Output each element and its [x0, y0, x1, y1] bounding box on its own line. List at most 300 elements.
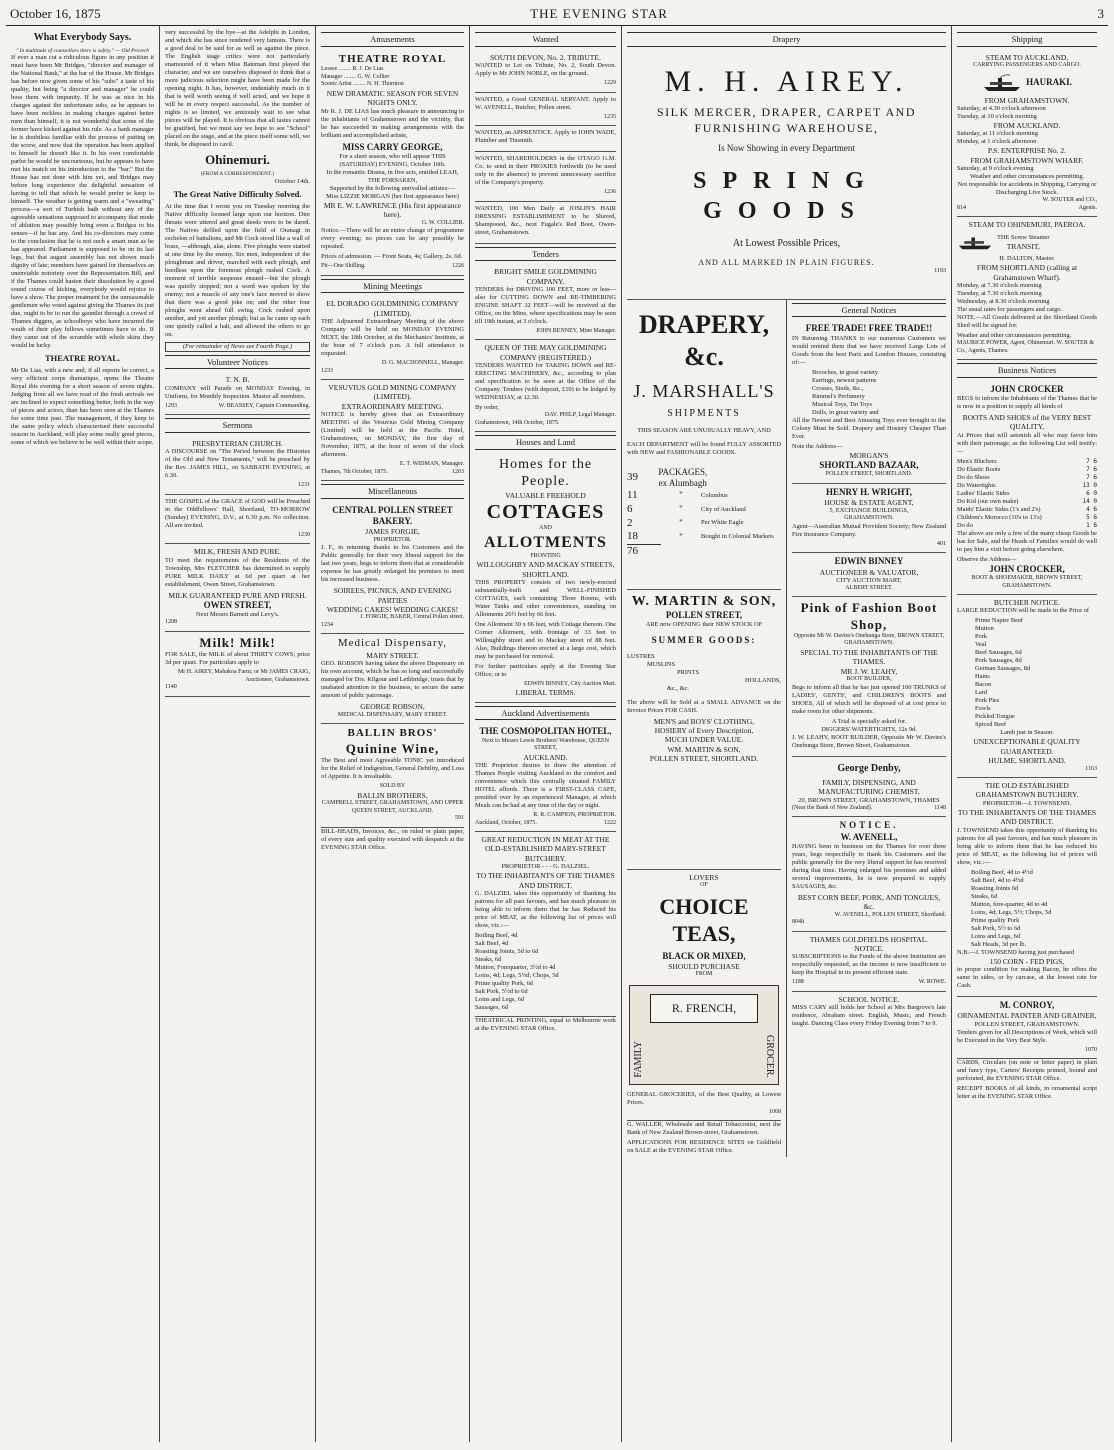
price-row: [957, 482, 1097, 490]
hospital-body: SUBSCRIPTIONS to the Funds of the above Institution are respectfully requested, as the income is now insufficient to keep the Hospital in its present efficient state.: [792, 953, 946, 977]
pink-ad: [792, 597, 946, 756]
price-value: 1 6: [1086, 521, 1097, 529]
price-item: Do do: [957, 521, 973, 529]
free-trade-ad: [792, 320, 946, 483]
souter: W. SOUTER and CO.,: [1042, 197, 1097, 203]
price-item: Mutton, fore-quarter, 4d to 4d: [971, 900, 1048, 908]
enterprise: P.S. ENTERPRISE No. 2.: [987, 146, 1067, 156]
free-trade: FREE TRADE! FREE TRADE!!: [805, 323, 933, 334]
columns: [6, 26, 1108, 1442]
wed: Wednesday, at 8.30 o'clock morning: [957, 298, 1050, 306]
list-item: Dolls, in great variety and: [812, 408, 879, 416]
eldorado-ad: [321, 296, 464, 380]
milk-warranted: MILK GUARANTEED PURE AND FRESH.: [168, 590, 307, 600]
owen-sub: Next Messrs Barnett and Levy's.: [195, 611, 280, 619]
list-item: Spiced Beef: [975, 721, 1007, 729]
robson-sig: GEORGE ROBSON,: [360, 702, 425, 712]
wright: HENRY H. WRIGHT,: [825, 486, 913, 497]
denby: George Denby,: [837, 762, 901, 774]
ad-number: 814: [957, 204, 966, 211]
mary: MARY STREET.: [366, 651, 419, 660]
quinine-body: The Best and most Agreeable TONIC yet introduced for the Relief of Indigestion, General Debility, and Loss of Appetite. It is invaluable.: [321, 757, 464, 781]
price-item: Sausages, 6d: [475, 1003, 509, 1011]
short-season: For a short season, who will appear THIS (SATURDAY) EVENING, October 16th.: [339, 152, 446, 168]
ship-qty: 2: [627, 516, 633, 529]
theatre-body: Mr De Lias, with a new and, if all reports be correct, a very efficient corps dramatique, opens the Theatre Royal this evening for a short season of seven nights. Judging from all we have read of the fresh arrivals we are inclined to expect something better, both in the way of pieces and actors, than has been seen at the Thames for some time past. The management, if they keep to the same policy which characterised their successful season in Auckland, will play some really good pieces, some of which we believe to be well within their scope.: [11, 367, 154, 446]
article-body: If ever a man cut a ridiculous figure in any position it must have been Mr Bridges, "director and manager of the National Bank," at the bar of the House. Mr Bridges has before now given some of his "subs" a taste of his quality, but being "a director and manager" he could boss them with impunity. If he was as nice in his charges against the unfortunate subs, as he appears to have been reckless in making charges against better men than himself, it is not wonderful that some of the former have kicked against his rule. As a bank manager he is doubtless familiar with the process of putting on the screw, and now that the operation has been applied to himself he doesn't like it. In his own comfortable parlor he would be uncourteous, but he appears to have met his match on his introduction to the "bar." But the House has not done with him yet, and Bridges may before long experience the delightful sensation of having to tell that which he would prefer to keep to himself. The weather is getting warm and a "sweating" process—a sort of Turkish bath without any of the agreeable sensations supposed to accompany that mode of ablution may possibly bring even a Bridges to his senses—if he has any. And his co-directors may come to the conclusion that he is not such a smart man as he has appeared. Parliament is supposed to be on its last legs, but that august assembly has not shown much dignity of late; members have gained for themselves an unenviable notoriety over the Representation Bill, and if the Thames could hasten their dissolution by a good sound course of kicking, everybody would rejoice to have a show. The proper treatment for the unreasonable gentlemen who voted against giving the Thames its just due, ought to be to run the gauntlet through a crowd of Thames diggers, as schoolboys who have incurred the wrath of their play fellows sometimes have to do. If they came out of the scramble with whole skins they would be lucky.: [11, 54, 154, 350]
list-item: Pork Pies: [975, 697, 1000, 705]
ad-number: 1163: [1085, 765, 1097, 772]
ad-number: 1068: [769, 1108, 781, 1115]
mon2: Monday, at 1 o'clock afternoon: [957, 138, 1037, 146]
ship-mark: ": [679, 517, 683, 528]
ship-mark: PACKAGES, ex Alumbagh: [658, 466, 708, 488]
not-resp: Not responsible for accidents in Shipping, Carrying or Discharging Live Stock.: [957, 181, 1097, 196]
allotments: ALLOTMENTS: [484, 533, 607, 551]
forgie-body: J. F., in returning thanks to his Customers and the Public generally for their very liberal support for the last two years, begs to inform them that at considerable expense he has greatly enlarged his premises to meet his increased business.: [321, 544, 464, 584]
french-ad: [627, 870, 781, 1122]
weather2: Weather and other circumstances permitting.: [957, 332, 1072, 340]
tenders-head: Tenders: [475, 247, 616, 262]
bs-sig: JOHN BENNEY, Mine Manager.: [535, 327, 616, 334]
hospital-ad: [792, 932, 946, 992]
crocker-body2: At Prices that will astonish all who may favor him with their patronage, as the following List will testify:—: [957, 431, 1097, 455]
ship-dest: City of Auckland: [701, 505, 746, 513]
list-item: Crosses, Studs, &c.,: [812, 384, 864, 392]
wright-sub: HOUSE & ESTATE AGENT,: [824, 497, 914, 507]
price-value: 4 6: [1086, 505, 1097, 513]
forgie-sig: J. FORGIE, BAKER, Central Pollen street.: [360, 614, 464, 621]
morgan: Miss LIZZIE MORGAN (her first appearance here): [326, 192, 459, 200]
nb: N.B.—J. TOWNSEND having just purchased: [957, 948, 1075, 956]
price-item: Do Kid (our own make): [957, 497, 1019, 505]
theatre-ad: [321, 50, 464, 276]
townsend-ad: [957, 778, 1097, 997]
lawrence: MR E. W. LAWRENCE (His first appearance here).: [323, 200, 462, 220]
price-item: Boiling Beef, 4d: [475, 931, 518, 939]
airey-lowest: At Lowest Possible Prices,: [732, 237, 841, 249]
ad-number: 1140: [165, 684, 177, 690]
prices: Prices of admission. — Front Seats, 4s; Gallery, 2s. 6d.: [321, 253, 463, 261]
best-corn: BEST CORN BEEF, PORK, AND TONGUES, &c.: [797, 892, 941, 912]
ad-number: 1235: [604, 113, 616, 120]
pollen: POLLEN STREET,: [665, 610, 743, 621]
airey-ad: [627, 50, 946, 300]
cards: CARDS, Circulars (on note or letter paper) in plain and fancy type, Carters' Receipts printed, bound and perforated, the EVENING STAR Office.: [957, 1059, 1097, 1082]
price-item: Loins, 4d; Legs, 5½; Chops, 5d: [971, 908, 1052, 916]
ship-row: [627, 503, 781, 517]
hauraki-ad: [957, 50, 1097, 217]
martin: W. MARTIN & SON,: [631, 593, 777, 609]
should: SHOULD PURCHASE: [668, 961, 740, 971]
price-row: [957, 522, 1097, 530]
ad-number: 1233: [321, 367, 333, 374]
binney-ad: [792, 553, 946, 597]
gospel-body: THE GOSPEL of the GRACE of GOD will be Preached in the Oddfellows' Hall, Shortland, TO-MORROW (Sunday) EVENING, D.V., at 6.30 p.m. No collection. All are invited.: [165, 497, 310, 529]
masthead-page: 3: [1097, 6, 1104, 21]
ad-number: 1236: [604, 189, 616, 195]
auctioneer: AUCTIONEER & VALUATOR,: [819, 567, 919, 577]
price-item: Loins and Legs, 6d: [475, 995, 524, 1003]
price-list: [957, 869, 1097, 949]
wanted-ad: [475, 202, 616, 244]
pigs-body: in proper condition for making Bacon, he offers the same in sides, or by carcase, at the lowest rate for Cash.: [957, 965, 1097, 989]
prop-body: THIS PROPERTY consists of two newly-erected substantially-built and WELL-FINISHED COTTAGES, each containing Three Rooms, with Water Tanks and other conveniences, standing on Allotments 26½ feet by 66 feet.: [475, 578, 616, 618]
masthead: [6, 4, 1108, 26]
ship-mark: ": [679, 531, 683, 542]
price-item: Salt Beef, 4d to 4½d: [971, 876, 1024, 884]
forgie: JAMES FORGIE,: [365, 527, 420, 537]
mon: Monday, at 7.30 o'clock morning: [957, 282, 1042, 290]
albert: ALBERT STREET.: [845, 584, 893, 591]
avenell-body: HAVING been in business on the Thames for over three years, begs respectfully to thank his Customers and the public generally for the very liberal support he has received during that time. Having enlarged his premises and added several improvements, he is now prepared to supply SAUSAGES, &c.: [792, 842, 946, 890]
price-item: Loins and Legs, 6d: [971, 932, 1020, 940]
ballin-addr: CAMPBELL STREET, GRAHAMSTOWN, AND UPPER QUEEN STREET, AUCKLAND.: [321, 800, 464, 814]
tea-shop-illustration: [629, 985, 779, 1085]
ad-number: 1188: [792, 979, 804, 986]
shipments: SHIPMENTS: [667, 408, 741, 420]
transit-ad: [957, 217, 1097, 360]
robson-sub: MEDICAL DISPENSARY, MARY STREET.: [337, 711, 448, 718]
townsend: PROPRIETOR—J. TOWNSEND.: [982, 799, 1072, 807]
ship-list: [627, 467, 781, 545]
price-value: 14 0: [1082, 497, 1097, 505]
milk-body: TO meet the requirements of the Residents of the Township, Mrs FLETCHER has determined to supply PURE MILK DAILY at 6d per quart at her establishment, Owen Street, Grahamstown.: [165, 556, 310, 588]
auckland: AUCKLAND.: [523, 752, 568, 762]
ad-number: 1208: [165, 619, 177, 626]
wanted-5: WANTED, 100 Men Daily at JOSLIN'S HAIR DRESSING ESTABLISHMENT to be Shaved, Shampooed, &c., next Fugale's Red Boot, Owen-street, Grahamstown.: [475, 204, 616, 236]
lovers: LOVERS: [689, 872, 719, 882]
denby-addr: 20, BROWN STREET, GRAHAMSTOWN, THAMES: [798, 796, 940, 804]
prop-apply: For further particulars apply at the Evening Star Office; or to: [475, 662, 616, 678]
leahy-sig: J. W. LEAHY, BOOT BUILDER, Opposite Mr W. Davies's Onehunga Store, Brown Street, Grahamstown.: [792, 733, 946, 749]
much-under: MUCH UNDER VALUE.: [664, 735, 744, 745]
quinine-ad: [321, 724, 464, 827]
ad-number: 1193: [934, 268, 946, 275]
qom-order: By order,: [475, 404, 499, 412]
tender-ad: [475, 340, 616, 432]
from-g: FROM GRAHAMSTOWN.: [984, 95, 1070, 105]
quinine: Quinine Wine,: [345, 741, 440, 756]
agent: Agent—Australian Mutual Provident Society; New Zealand Fire Insurance Company.: [792, 522, 946, 538]
milk-title: Milk! Milk!: [199, 634, 276, 650]
shipping-head: Shipping: [957, 32, 1097, 47]
french: R. FRENCH,: [650, 994, 758, 1023]
price-item: Do Elastic Boots: [957, 465, 1001, 473]
sold-by: SOLD BY: [379, 783, 406, 790]
tender-ad: [475, 264, 616, 340]
valuable: VALUABLE FREEHOLD: [505, 490, 586, 500]
leahy-body: Begs to inform all that he has just opened 100 TRUNKS of LADIES', GENTS', and CHILDREN'S BOOTS and SHOES, All of which will be disposed of at cost price to make room for other shipments.: [792, 683, 946, 715]
difficulty-title: The Great Native Difficulty Solved.: [173, 189, 302, 200]
ship-qty: 39: [627, 471, 638, 483]
drama: In the romantic Drama, in five acts, entitled LEAH, THE FORSAKEN,: [326, 168, 459, 184]
muslins: MUSLINS: [647, 660, 676, 668]
airey-spring: SPRING GOODS: [693, 167, 880, 224]
manager: Manager ........ G. W. Collier: [321, 73, 390, 80]
crocker-sub: BOOT & SHOEMAKER, BROWN STREET, GRAHAMSTOWN.: [971, 575, 1083, 589]
townsend-body: J. TOWNSEND takes this opportunity of thanking his patrons for all past favours, and has much pleasure in being able to inform them that he has reduced his price of MEAT, as the following list of prices will show, viz.:—: [957, 826, 1097, 866]
transit-body: THE Screw Steamer: [997, 233, 1050, 241]
from-short: FROM SHORTLAND (calling at Grahamstown Wharf).: [976, 263, 1078, 282]
marshall-ad: [627, 300, 781, 590]
column-5-6: [622, 26, 952, 1442]
cosmopolitan-ad: [475, 723, 616, 832]
from-gw: FROM GRAHAMSTOWN WHARF.: [970, 155, 1084, 165]
list-item: Fowls: [975, 705, 991, 713]
etc: &c., &c.: [667, 684, 690, 692]
article-continued: very successful by the bye—at the Adelphi in London, and which she has since rendered very famous. There is a good deal to be said for as well as against the piece. The English stage critics were not particularly enamoured of it when Miss Bateman first played the character, and we are ourselves disposed to think that a more judicious selection might have been made for the opening night. It has, however, undeniably much in it that is well worth seeing if well acted, and we hope it will be in every respect successful. As the number of nights is so limited, we anxiously wait to see what pieces will be played. It is obvious that all tastes cannot be gratified, but we must say we hope to see "School" placed on the stage, and at the piece itself some will, we think, be disposed to cavil.: [165, 29, 310, 148]
campion: R. R. CAMPION, PROPRIETOR.: [533, 812, 616, 818]
willoughby: WILLOUGHBY AND MACKAY STREETS, SHORTLAND.: [476, 560, 615, 579]
steamer-icon: [957, 232, 993, 252]
proprietor: PROPRIETOR - - - G. DALZIEL.: [501, 863, 590, 871]
notice: Notice.—There will be an entire change of programme every evening; no pieces can be any possibly be repeated.: [321, 227, 464, 251]
column-2: [160, 26, 316, 1442]
dateline: October 14th.: [274, 178, 310, 186]
cosmo-sub: Next to Messrs Lewis Brothers' Warehouse, QUEEN STREET,: [482, 737, 609, 752]
wanted-1: WANTED to Let on Tribute, No. 2, South Devon. Apply to Mr JOHN NOBLE, on the ground.: [475, 62, 616, 77]
price-item: Roasting Joints 6d: [971, 884, 1019, 892]
sermons-head: Sermons: [165, 418, 310, 433]
black: BLACK OR MIXED,: [662, 950, 746, 961]
qom-sig: DAV. PHILP, Legal Manager.: [544, 412, 616, 419]
shortland-bazaar: SHORTLAND BAZAAR,: [819, 459, 919, 470]
bs-body: TENDERS for DRIVING 100 FEET, more or less—also for CUTTING DOWN and RE-TIMBERING ENGINE SHAFT 32 FEET—will be received at the Office, on the Mine, where specifications may be seen till 19th instant, at 3 o'clock.: [475, 285, 616, 325]
inhabitants: TO THE INHABITANTS OF THE THAMES AND DISTRICT.: [476, 871, 615, 890]
price-item: Salt Pork, 5½d to 6d: [475, 987, 528, 995]
price-value: 7 6: [1086, 457, 1097, 465]
ohinemuri-title: Ohinemuri.: [205, 152, 270, 167]
price-item: Mutton, Forequarter, 3½d to 4d: [475, 963, 556, 971]
unexcept: UNEXCEPTIONABLE QUALITY GUARANTEED.: [973, 737, 1081, 756]
campion-date: Auckland, October, 1875.: [475, 819, 537, 826]
widman: E. T. WIDMAN, Manager.: [399, 461, 464, 468]
ad-number: 1226: [452, 263, 464, 270]
pink: Pink of Fashion Boot Shop,: [800, 600, 938, 632]
family: FAMILY: [633, 1041, 644, 1078]
vesuvius: VESUVIUS GOLD MINING COMPANY (LIMITED).: [328, 383, 457, 402]
special: SPECIAL TO THE INHABITANTS OF THE THAMES.: [800, 647, 938, 667]
vesuvius-body: NOTICE is hereby given that an Extraordinary MEETING of the Vesuvius Gold Mining Company (Limited) will be held at the Pacific Hotel, Grahamstown, on MONDAY, the first day of November, 1875, at the hour of seven of the clock afternoon.: [321, 411, 464, 459]
reduction: GREAT REDUCTION IN MEAT AT THE OLD-ESTABLISHED MARY-STREET BUTCHERY.: [481, 835, 610, 863]
season: NEW DRAMATIC SEASON FOR SEVEN NIGHTS ONLY.: [326, 88, 459, 108]
price-item: Boiling Beef, 4d to 4½d: [971, 868, 1033, 876]
hosiery: HOSIERY of Every Description,: [654, 726, 754, 735]
note: Note the Address—: [792, 442, 843, 450]
ft-more: All the Newest and Best Amusing Toys ever brought to the Colony Must be Sold. Drapery and Hosiery Cheaper Than Ever.: [792, 416, 946, 440]
list-item: Musical Toys, Tin Toys: [812, 400, 872, 408]
milk-head: MILK, FRESH AND PURE.: [194, 547, 281, 557]
prop-more: One Allotment 30 x 66 feet, with Cottage thereon. One Corner Allotment, with frontage of 33 feet to Willoughby street and to Mackay street of 88 feet. Also, Buildings thereon erected at a large cost, which may be purchased for removal.: [475, 620, 616, 660]
price-value: 5 6: [1086, 513, 1097, 521]
ad-number: 1148: [934, 804, 946, 811]
ad-number: 1293: [165, 402, 177, 409]
difficulty-body: At the time that I wrote you on Tuesday morning the Native difficulty loomed large upon our horizon. Dire threats were uttered and great deeds were to be dared. The Natives defiled upon the field of Oranagi in eschelon of battalions, and Mr Cock stood like a wall of brass, —although, alas, alone. Five ploughs were started at one time by the enemy. Six men, independent of the ploughman and driver, marched with each plough, and heedless upon the foremost plough rushed Cock. A moment of terrible suspense ensued—but the plough was quietly stopped; not a word was spoken by the enemy; not a muscle of any one's face moved to show that there was a good joke on; and the other four ploughs went ahead full swing. Cock rushed upon another, and yet another plough; but as he came up each one quietly called a halt, and allowed the others to go on.: [165, 202, 310, 338]
cosmopolitan: THE COSMOPOLITAN HOTEL,: [479, 726, 612, 737]
martin-addr: POLLEN STREET, SHORTLAND.: [649, 754, 759, 764]
sat3: Saturday, at 9 o'clock evening: [957, 165, 1034, 172]
each-dept: EACH DEPARTMENT will be found FULLY ASSORTED with NEW and FASHIONABLE GOODS.: [627, 440, 781, 456]
price-item: Men's Bluchers: [957, 457, 997, 465]
airey-silk: SILK MERCER, DRAPER, CARPET AND FURNISHING WAREHOUSE,: [657, 105, 916, 136]
correspondent: (FROM A CORRESPONDENT.): [200, 171, 275, 178]
agents: Agents.: [1078, 204, 1097, 211]
crocker: JOHN CROCKER: [990, 383, 1064, 394]
masthead-date: October 16, 1875: [10, 6, 101, 21]
from: FROM: [695, 971, 713, 978]
wanted-3: WANTED, an APPRENTICE. Apply to JOHN WADE, Plumber and Tinsmith.: [475, 129, 617, 144]
list-item: Mutton: [975, 625, 994, 633]
clothing: MEN'S and BOYS' CLOTHING,: [653, 716, 755, 726]
price-item: Steaks, 6d: [475, 955, 502, 963]
opening: ARE now OPENING their NEW STOCK OF: [645, 621, 763, 629]
exchange: 5, EXCHANGE BUILDINGS,: [829, 507, 909, 515]
hollands: HOLLANDS,: [744, 676, 781, 684]
grocer: GROCER.: [764, 1034, 775, 1078]
ad-number: 804lt: [792, 919, 805, 925]
ship-total: 76: [627, 544, 661, 559]
airey-showing: Is Now Showing in every Department: [718, 142, 855, 153]
milk-ad: [165, 544, 310, 632]
trial: A Trial is specially asked for.: [831, 717, 907, 725]
wanted-head: Wanted: [475, 32, 616, 47]
theatre-title: THEATRE ROYAL.: [44, 353, 121, 364]
denby-near: (Near the Bank of New Zealand).: [792, 804, 873, 811]
ad-number: 1203: [452, 468, 464, 475]
goods-note: NOTE.—All Goods delivered at the Shortland Goods Shed will be signed for.: [957, 314, 1097, 330]
price-value: 7 6: [1086, 473, 1097, 481]
auckland-head: Auckland Advertisements: [475, 706, 616, 721]
ft-body: IN Returning THANKS to our numerous Customers we would remind them that we have received Large Lots of Goods from the best Paris and London Houses, consisting of:—: [792, 334, 946, 366]
volunteer-head: Volunteer Notices: [165, 355, 310, 370]
ship-qty: 11: [627, 489, 638, 502]
ballin-brothers: BALLIN BROTHERS,: [357, 790, 428, 800]
price-item: Children's Morocco (10's to 13's): [957, 513, 1042, 521]
column-7: [952, 26, 1102, 1442]
martin-ad: [627, 590, 781, 870]
carrying: CARRYING PASSENGERS AND CARGO.: [973, 62, 1081, 68]
eldorado: EL DORADO GOLDMINING COMPANY (LIMITED).: [326, 299, 459, 318]
dispensary-ad: [321, 634, 464, 724]
sat2: Saturday, at 11 o'clock morning: [957, 130, 1038, 138]
ship-dest: Per White Eagle: [701, 519, 744, 527]
tnb-sig: W. BEASSEY, Captain Commanding.: [218, 402, 310, 409]
avenell-ad: [792, 817, 946, 931]
bakery: CENTRAL POLLEN STREET BAKERY.: [332, 504, 453, 526]
denby-ad: [792, 757, 946, 818]
extraordinary: EXTRAORDINARY MEETING.: [341, 401, 444, 411]
list-item: Bacon: [975, 681, 992, 689]
list-item: Hams: [975, 673, 990, 681]
lamb: Lamb just in Season.: [1000, 729, 1054, 737]
column-4: [470, 26, 622, 1442]
ad-number: 1230: [298, 531, 310, 538]
price-row: [957, 474, 1097, 482]
school-body: MISS CARY still holds her School at Mrs Bargrove's late residence, Abraham street. English, Music, and French taught. Dancing Class every Friday Evening from 7 to 9.: [792, 1004, 946, 1028]
applications: APPLICATIONS FOR RESIDENCE SITES on Goldfield on SALE at the EVENING STAR Office.: [627, 1139, 781, 1155]
theatrical: THEATRICAL PRINTING, equal to Melbourne work at the EVENING STAR Office.: [475, 1016, 616, 1032]
price-item: Loins, 4d; Legs, 5½d; Chops, 5d: [475, 971, 559, 979]
carey: MISS CARRY GEORGE,: [342, 141, 443, 152]
crocker-body: BEGS to inform the Inhabitants of the Thames that he is now in a position to supply all kinds of: [957, 395, 1097, 410]
tnb-body: COMPANY will Parade on MONDAY Evening, in Uniform, for Monthly Inspection. Muster all members.: [165, 384, 310, 400]
cottages: COTTAGES: [486, 501, 605, 524]
steam: STEAM TO AUCKLAND,: [985, 52, 1069, 62]
collier: G. W. COLLIER.: [421, 219, 464, 226]
summer: SUMMER GOODS:: [651, 635, 757, 646]
wanted-ad: [475, 93, 616, 127]
list-item: Prime Napier Beef: [975, 617, 1023, 625]
list-item: Brooches, in great variety: [812, 368, 879, 376]
price-row: [957, 458, 1097, 466]
list-item: German Sausages, 8d: [975, 665, 1031, 673]
milk-sig: Mr H. AIREY, Mahakoa Farm; or Mr JAMES CRAIG, Auctioneer, Grahamstown.: [177, 669, 310, 683]
gospel-ad: [165, 495, 310, 545]
widman-date: Thames, 7th October, 1875.: [321, 468, 388, 475]
ship-row: [627, 530, 781, 544]
morgans: MORGAN'S: [849, 450, 889, 460]
epigraph: " In multitude of counsellors there is safety." — Old Proverb: [16, 47, 149, 54]
crocker-body3: The above are only a few of the many cheap Goods he has for Sale, and the Heads of Families would do well to pay him a visit before going elsewhere.: [957, 529, 1097, 553]
price-list: [957, 458, 1097, 530]
from-a: FROM AUCKLAND.: [993, 120, 1061, 130]
milk-sale: FOR SALE, the MILK of about THIRTY COWS; price 3d per quart. For particulars apply to: [165, 651, 310, 666]
drapery-big: DRAPERY, &c.: [638, 309, 770, 372]
school: SCHOOL NOTICE.: [838, 994, 900, 1004]
price-item: Steaks, 6d: [971, 892, 998, 900]
butchery-ad: [475, 832, 616, 1017]
tnb-ad: [165, 372, 310, 415]
general-groc: GENERAL GROCERIES, of the Best Quality, at Lowest Prices.: [627, 1090, 781, 1106]
cast-head: Supported by the following unrivalled artistes:—: [329, 184, 456, 192]
conroy: M. CONROY,: [999, 999, 1055, 1010]
robson-body: GEO. ROBSON having taken the above Dispensary on his own account, which he has so long and successfully managed for Drs. Kilgour and Lethbridge, trusts that by unabated attention to the business, to secure the same amount of public patronage.: [321, 660, 464, 700]
fronting: FRONTING: [530, 552, 561, 559]
list-item: Beef Sausages, 6d: [975, 649, 1022, 657]
hauraki: HAURAKI.: [1026, 76, 1072, 87]
old-est: THE OLD ESTABLISHED GRAHAMSTOWN BUTCHERY.: [975, 781, 1079, 800]
list-item: Pork: [975, 633, 988, 641]
price-list: [475, 932, 616, 1012]
lessee: Lessee ........ R. J. De Lias: [321, 66, 384, 73]
article-title: What Everybody Says.: [33, 32, 132, 43]
martin-sig: WM. MARTIN & SON,: [667, 744, 741, 754]
and: AND: [539, 525, 552, 532]
ship-row: [627, 489, 781, 503]
price-value: 13 0: [1082, 481, 1097, 489]
list-item: Rimmel's Perfumery: [812, 392, 865, 400]
city-mart: CITY AUCTION MART,: [836, 576, 902, 584]
qom-date: Grahamstown, 14th October, 1875.: [475, 419, 560, 426]
dalton: H. DALTON, Master.: [999, 255, 1055, 263]
ad-number: 1070: [1085, 1046, 1097, 1053]
steamer-icon: [982, 73, 1022, 93]
large-red: LARGE REDUCTION will be made in the Price of: [957, 607, 1090, 615]
column-1: [6, 26, 160, 1442]
billheads: BILL-HEADS, Invoices, &c., on ruled or plain paper, of every size and quality executed with despatch at the EVENING STAR Office.: [321, 827, 464, 851]
general-notices-column: [787, 300, 946, 1158]
vesuvius-ad: [321, 380, 464, 481]
to-inhab: TO THE INHABITANTS OF THE THAMES AND DISTRICT.: [957, 807, 1097, 827]
pink-addr: Opposite Mr W. Davies's Onehunga Store, BROWN STREET, GRAHAMSTOWN.: [793, 632, 945, 647]
hospital-notice: NOTICE.: [854, 943, 884, 953]
wright-ad: [792, 484, 946, 554]
choice: CHOICE TEAS,: [659, 893, 749, 946]
boots: BOOTS AND SHOES of the VERY BEST QUALITY,: [962, 413, 1092, 432]
tue: Tuesday, at 10 o'clock morning: [957, 112, 1037, 120]
ship-qty: 18: [627, 530, 638, 543]
